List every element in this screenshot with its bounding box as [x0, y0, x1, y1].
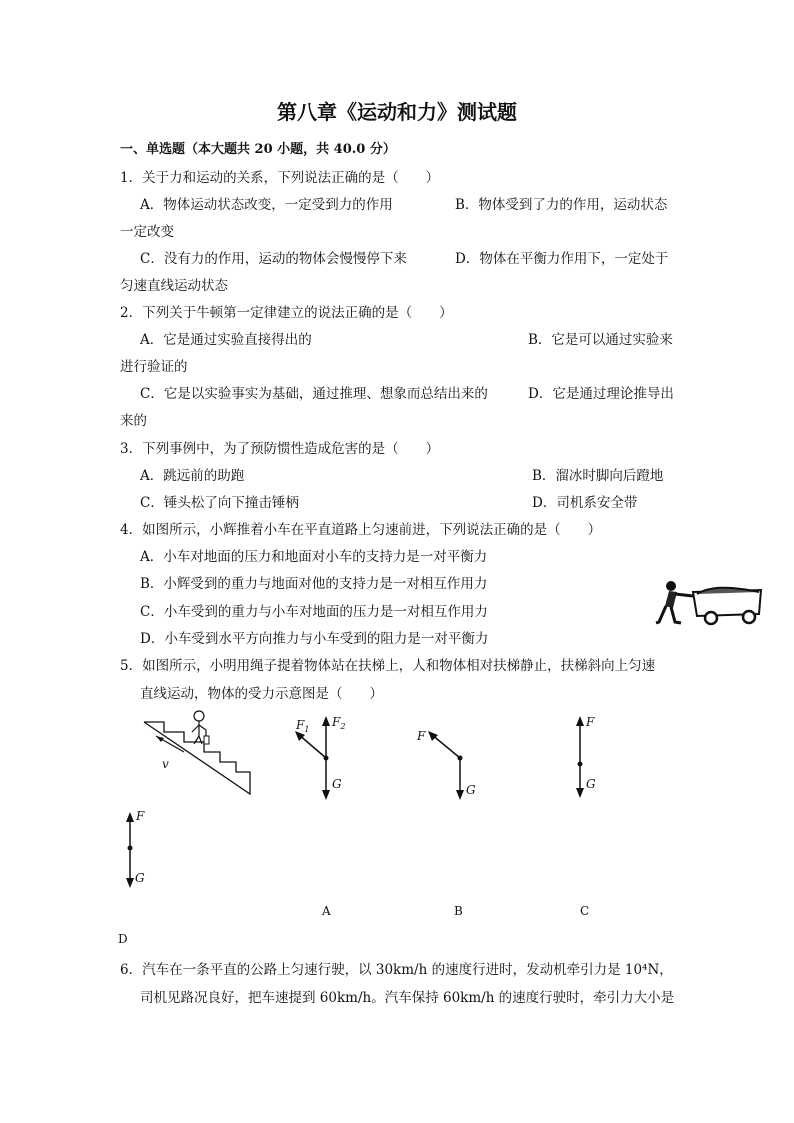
- question-2-option-b: B．它是可以通过实验来: [528, 332, 673, 348]
- question-2-option-d-cont: 来的: [120, 413, 147, 429]
- question-3-option-b: B．溜冰时脚向后蹬地: [532, 468, 664, 484]
- question-2-option-c: C．它是以实验事实为基础，通过推理、想象而总结出来的: [140, 386, 488, 402]
- question-6-line-1: 6．汽车在一条平直的公路上匀速行驶，以 30km/h 的速度行进时，发动机牵引力是 10⁴N，: [120, 962, 673, 978]
- option-b-label: B: [454, 904, 463, 918]
- option-d-label: D: [118, 932, 128, 946]
- force-c-g-label: G: [586, 777, 596, 791]
- question-1-option-b: B．物体受到了力的作用，运动状态: [455, 197, 668, 213]
- force-a-f2-subscript: 2: [340, 722, 346, 731]
- boy-pushing-cart-figure: [655, 578, 765, 630]
- question-1-option-d: D．物体在平衡力作用下，一定处于: [455, 251, 669, 267]
- force-diagram-a: [290, 712, 360, 802]
- question-4-stem: 4．如图所示，小辉推着小车在平直道路上匀速前进，下列说法正确的是（ ）: [120, 522, 602, 538]
- option-a-label: A: [322, 904, 331, 918]
- question-3-option-a: A．跳远前的助跑: [140, 468, 245, 484]
- question-3-option-c: C．锤头松了向下撞击锤柄: [140, 495, 299, 511]
- question-1-stem: 1．关于力和运动的关系，下列说法正确的是（ ）: [120, 170, 440, 186]
- svg-text:F1: [295, 718, 309, 734]
- force-b-g-label: G: [466, 783, 476, 797]
- force-a-f2-label: F: [332, 715, 341, 729]
- force-b-f-label: F: [417, 729, 426, 743]
- force-diagram-d: [118, 808, 168, 892]
- question-3-option-d: D．司机系安全带: [532, 495, 638, 511]
- question-3-stem: 3．下列事例中，为了预防惯性造成危害的是（ ）: [120, 441, 440, 457]
- section-heading: 一、单选题（本大题共 20 小题，共 40.0 分）: [120, 142, 396, 157]
- question-4-option-c: C．小车受到的重力与小车对地面的压力是一对相互作用力: [140, 604, 488, 620]
- force-diagram-c: [566, 712, 616, 802]
- force-a-g-label: G: [332, 777, 342, 791]
- force-a-f1-subscript: 1: [304, 725, 310, 734]
- question-5-stem-cont: 直线运动，物体的受力示意图是（ ）: [140, 686, 383, 702]
- force-d-f-label: F: [136, 809, 145, 823]
- force-c-f-label: F: [586, 715, 595, 729]
- question-4-option-b: B．小辉受到的重力与地面对他的支持力是一对相互作用力: [140, 576, 488, 592]
- question-2-stem: 2．下列关于牛顿第一定律建立的说法正确的是（ ）: [120, 305, 453, 321]
- question-1-option-b-cont: 一定改变: [120, 224, 174, 240]
- question-1-option-d-cont: 匀速直线运动状态: [120, 278, 228, 294]
- question-1-option-c: C．没有力的作用，运动的物体会慢慢停下来: [140, 251, 407, 267]
- escalator-figure: [142, 708, 257, 800]
- question-5-stem: 5．如图所示，小明用绳子提着物体站在扶梯上，人和物体相对扶梯静止，扶梯斜向上匀速: [120, 658, 656, 674]
- page-title: 第八章《运动和力》测试题: [277, 100, 517, 124]
- svg-text:F2: [331, 715, 345, 731]
- option-c-label: C: [580, 904, 590, 918]
- force-a-f1-label: F: [296, 718, 305, 732]
- force-diagram-b: [414, 724, 484, 804]
- question-4-option-d: D．小车受到水平方向推力与小车受到的阻力是一对平衡力: [140, 631, 489, 647]
- question-2-option-b-cont: 进行验证的: [120, 359, 188, 375]
- question-2-option-a: A．它是通过实验直接得出的: [140, 332, 312, 348]
- question-4-option-a: A．小车对地面的压力和地面对小车的支持力是一对平衡力: [140, 549, 488, 565]
- question-1-option-a: A．物体运动状态改变，一定受到力的作用: [140, 197, 393, 213]
- force-d-g-label: G: [135, 871, 145, 885]
- escalator-velocity-label: v: [162, 757, 169, 771]
- question-6-line-2: 司机见路况良好，把车速提到 60km/h。汽车保持 60km/h 的速度行驶时，牵引力大小是: [140, 990, 675, 1006]
- question-2-option-d: D．它是通过理论推导出: [528, 386, 674, 402]
